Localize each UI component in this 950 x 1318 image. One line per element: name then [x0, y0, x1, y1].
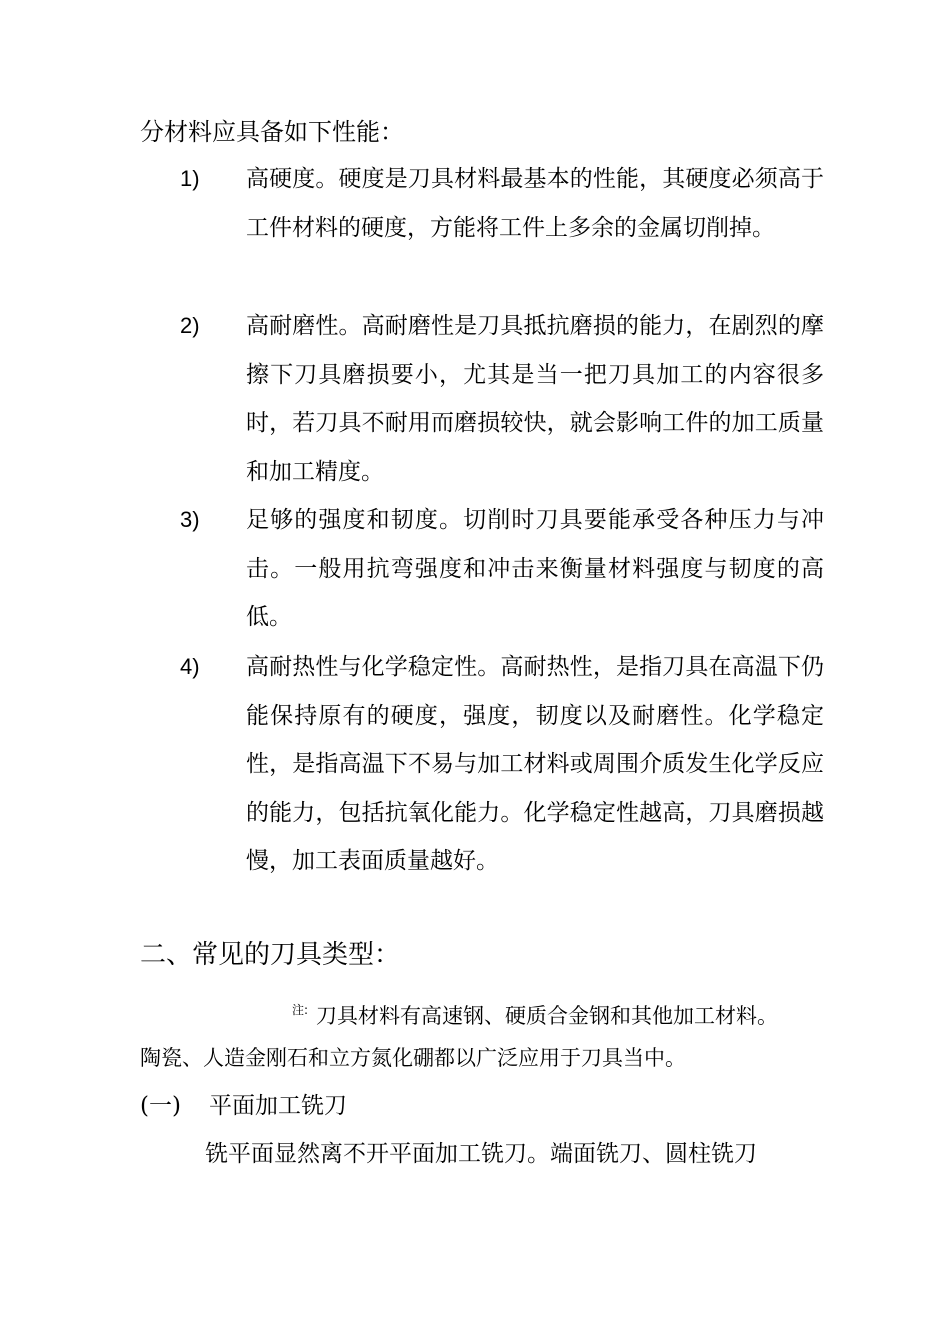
list-item-number: 2): [180, 313, 200, 338]
list-item-text: 高硬度。硬度是刀具材料最基本的性能，其硬度必须高于工件材料的硬度，方能将工件上多余的金属切削掉。: [246, 166, 824, 241]
note-mark: 注:: [292, 1003, 309, 1017]
note-line-1: [292, 988, 778, 1038]
body-paragraph: 铣平面显然离不开平面加工铣刀。端面铣刀、圆柱铣刀: [205, 1141, 757, 1167]
list-item-text: 高耐热性与化学稳定性。高耐热性，是指刀具在高温下仍能保持原有的硬度，强度，韧度以及耐磨性。化学稳定性，是指高温下不易与加工材料或周围介质发生化学反应的能力，包括抗氧化能力。化学稳定性越高，刀具磨损越慢，加工表面质量越好。: [246, 654, 824, 874]
list-item-number: 4): [180, 654, 200, 679]
list-item-text: 足够的强度和韧度。切削时刀具要能承受各种压力与冲击。一般用抗弯强度和冲击来衡量材料强度与韧度的高低。: [246, 507, 824, 630]
note-text-1: 刀具材料有高速钢、硬质合金钢和其他加工材料。: [316, 1004, 779, 1028]
list-item-text: 高耐磨性。高耐磨性是刀具抵抗磨损的能力，在剧烈的摩擦下刀具磨损要小，尤其是当一把刀具加工的内容很多时，若刀具不耐用而磨损较快，就会影响工件的加工质量和加工精度。: [246, 313, 824, 485]
intro-text: 分材料应具备如下性能：: [140, 118, 404, 146]
subsection-heading: [140, 1084, 347, 1128]
note-text-2: 陶瓷、人造金刚石和立方氮化硼都以广泛应用于刀具当中。: [140, 1046, 686, 1070]
list-item-number: 1): [180, 166, 200, 191]
subsection-number: (一): [140, 1093, 181, 1119]
subsection-label: 平面加工铣刀: [208, 1093, 347, 1119]
section-heading: 二、常见的刀具类型：: [140, 940, 401, 970]
note-line-2: [140, 1036, 686, 1080]
list-item-number: 3): [180, 507, 200, 532]
